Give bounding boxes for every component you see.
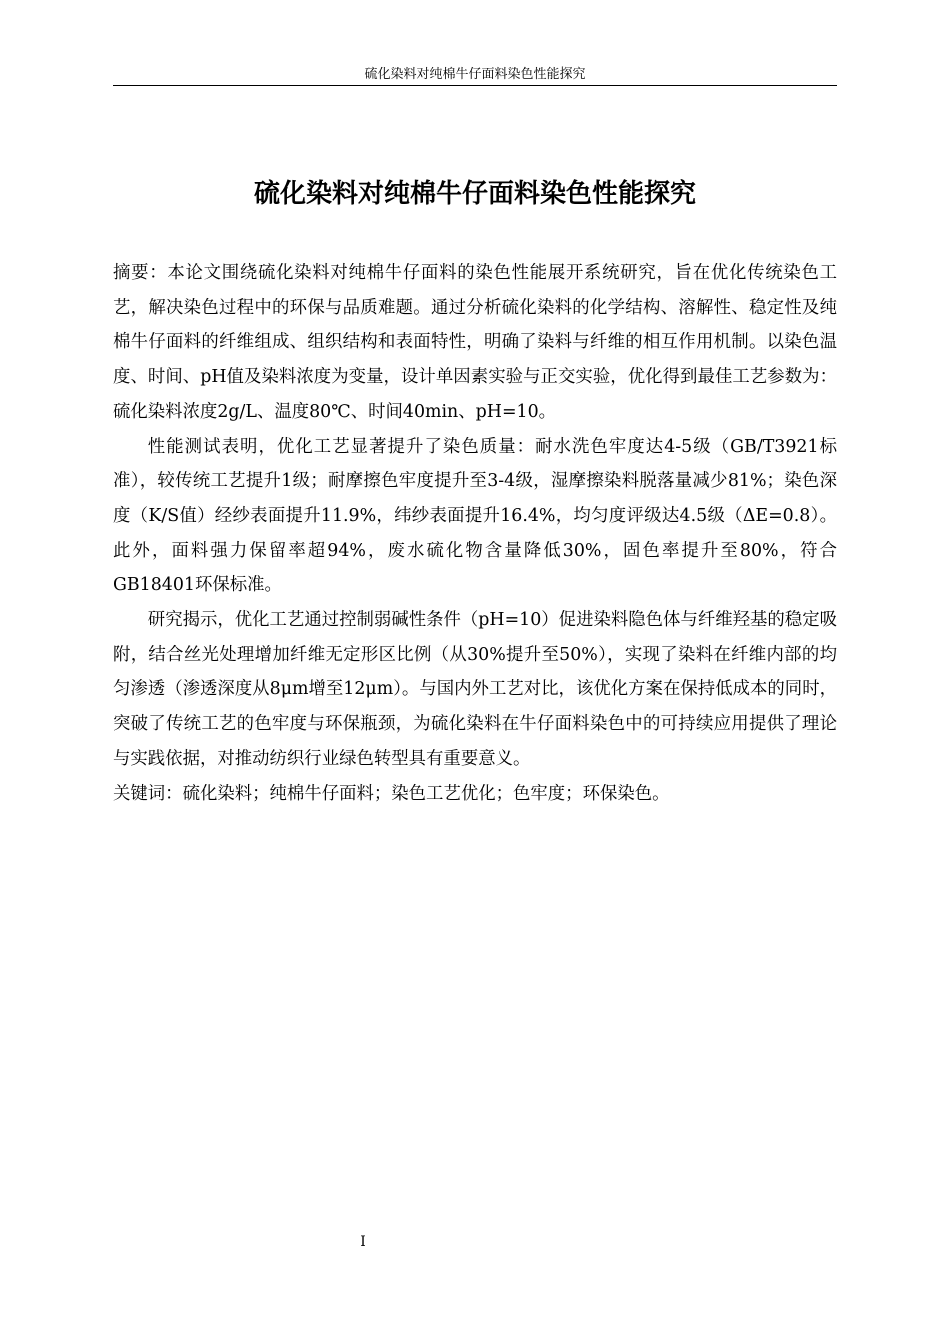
keywords-line (113, 777, 837, 812)
abstract-paragraph-1-text: 本论文围绕硫化染料对纯棉牛仔面料的染色性能展开系统研究，旨在优化传统染色工艺，解决染色过程中的环保与品质难题。通过分析硫化染料的化学结构、溶解性、稳定性及纯棉牛仔面料的纤维组成、组织结构和表面特性，明确了染料与纤维的相互作用机制。以染色温度、时间、pH值及染料浓度为变量，设计单因素实验与正交实验，优化得到最佳工艺参数为：硫化染料浓度2g/L、温度80℃、时间40min、pH=10。 (113, 263, 837, 422)
page-number: I (360, 1234, 366, 1250)
abstract-paragraph-2: 性能测试表明，优化工艺显著提升了染色质量：耐水洗色牢度达4-5级（GB/T3921标准），较传统工艺提升1级；耐摩擦色牢度提升至3-4级，湿摩擦染料脱落量减少81%；染色深度（K/S值）经纱表面提升11.9%，纬纱表面提升16.4%，均匀度评级达4.5级（ΔE=0.8）。此外，面料强力保留率超94%，废水硫化物含量降低30%，固色率提升至80%，符合GB18401环保标准。 (113, 436, 837, 596)
keywords-text: 硫化染料；纯棉牛仔面料；染色工艺优化；色牢度；环保染色。 (182, 783, 670, 804)
running-header: 硫化染料对纯棉牛仔面料染色性能探究 (364, 67, 586, 82)
abstract-paragraph-3: 研究揭示，优化工艺通过控制弱碱性条件（pH=10）促进染料隐色体与纤维羟基的稳定吸附，结合丝光处理增加纤维无定形区比例（从30%提升至50%），实现了染料在纤维内部的均匀渗透（渗透深度从8μm增至12μm）。与国内外工艺对比，该优化方案在保持低成本的同时，突破了传统工艺的色牢度与环保瓶颈，为硫化染料在牛仔面料染色中的可持续应用提供了理论与实践依据，对推动纺织行业绿色转型具有重要意义。 (113, 610, 837, 769)
keywords-label: 关键词： (113, 783, 183, 804)
abstract-label: 摘要： (113, 263, 168, 283)
header-rule (113, 85, 837, 86)
abstract-section (113, 256, 837, 811)
page-title: 硫化染料对纯棉牛仔面料染色性能探究 (253, 179, 696, 209)
abstract-paragraph-1 (113, 256, 837, 430)
